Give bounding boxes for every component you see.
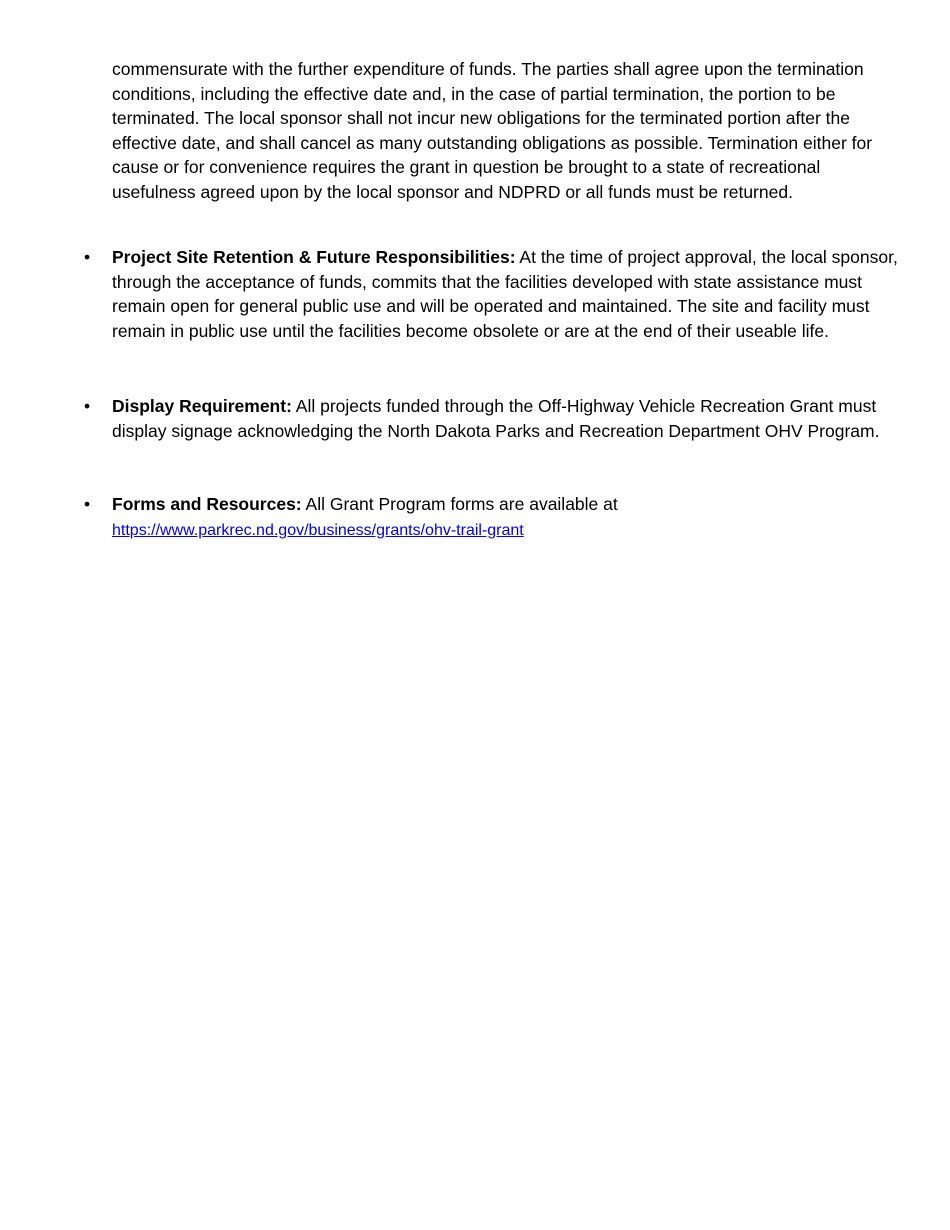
- bullet-text-forms-resources: [112, 492, 902, 543]
- termination-continuation-paragraph: commensurate with the further expenditure of funds. The parties shall agree upon the termination conditions, including the effective date and, in the case of partial termination, the portion to be terminated. The local sponsor shall not incur new obligations for the terminated portion after the effective date, and shall cancel as many outstanding obligations as possible. Termination either for cause or for convenience requires the grant in question be brought to a state of recreational usefulness agreed upon by the local sponsor and NDPRD or all funds must be returned.: [112, 59, 873, 202]
- display-requirement-heading: Display Requirement:: [112, 396, 292, 416]
- ohv-trail-grant-link[interactable]: https://www.parkrec.nd.gov/business/grants/ohv-trail-grant: [112, 521, 524, 539]
- display-requirement-body: All projects funded through the Off-Highway Vehicle Recreation Grant must display signage acknowledging the North Dakota Parks and Recreation Department OHV Program.: [112, 396, 880, 441]
- bullet-text-site-retention: [112, 245, 902, 343]
- site-retention-body: At the time of project approval, the local sponsor, through the acceptance of funds, commits that the facilities developed with state assistance must remain open for general public use and will be operated and maintained. The site and facility must remain in public use until the facilities become obsolete or are at the end of their useable life.: [112, 247, 898, 341]
- forms-resources-heading: Forms and Resources:: [112, 494, 302, 514]
- bullet-marker: •: [84, 494, 91, 514]
- bullet-marker: •: [84, 396, 91, 416]
- site-retention-heading: Project Site Retention & Future Responsibilities:: [112, 247, 516, 267]
- bullet-marker: •: [84, 247, 91, 267]
- bullet-text-display-requirement: [112, 394, 902, 443]
- forms-resources-body: All Grant Program forms are available at: [301, 494, 618, 514]
